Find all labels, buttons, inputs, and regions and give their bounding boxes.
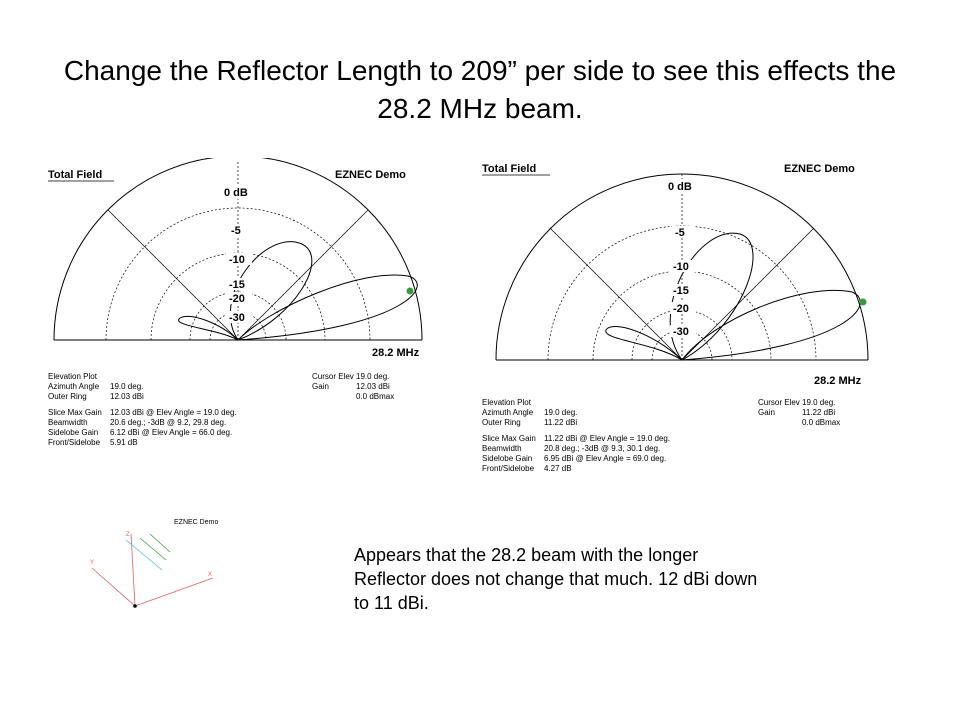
- info-row: Front/Sidelobe 4.27 dB: [482, 464, 572, 473]
- info-row: Cursor Elev 19.0 deg.: [312, 372, 390, 381]
- radiation-pattern: [606, 233, 860, 360]
- info-row: Slice Max Gain 11.22 dBi @ Elev Angle = 19.0 deg.: [482, 434, 671, 443]
- info-row: Elevation Plot: [482, 398, 531, 407]
- info-row: Azimuth Angle 19.0 deg.: [482, 408, 578, 417]
- cursor-marker: [407, 288, 414, 295]
- info-row: Sidelobe Gain 6.12 dBi @ Elev Angle = 66.0 deg.: [48, 428, 233, 437]
- frequency-label: 28.2 MHz: [814, 375, 862, 387]
- cursor-table-right: [758, 398, 840, 428]
- antenna-element: [126, 540, 162, 570]
- ring-label: 0 dB: [224, 187, 248, 199]
- info-row: Outer Ring 11.22 dBi: [482, 418, 578, 427]
- antenna-element: [140, 538, 166, 560]
- antenna-view-title: EZNEC Demo: [174, 519, 219, 526]
- polar-plot-svg-left: [40, 158, 450, 358]
- info-row: Front/Sidelobe 5.91 dB: [48, 438, 138, 447]
- axis-label-x: X: [208, 572, 213, 578]
- ring-label: -15: [229, 279, 245, 291]
- info-row: Beamwidth 20.8 deg.; -3dB @ 9.3, 30.1 deg.: [482, 444, 661, 453]
- origin-dot: [133, 604, 137, 608]
- ring-label: -10: [673, 261, 689, 273]
- info-row: Azimuth Angle 19.0 deg.: [48, 382, 144, 391]
- ring-labels: [222, 185, 256, 324]
- axis-y: [92, 568, 135, 606]
- plot-header-left: Total Field: [48, 169, 103, 181]
- polar-plot-svg-right: [472, 152, 890, 392]
- info-row: Beamwidth 20.6 deg.; -3dB @ 9.2, 29.8 deg.: [48, 418, 227, 427]
- info-row: Slice Max Gain 12.03 dBi @ Elev Angle = 19.0 deg.: [48, 408, 237, 417]
- axis-label-y: Y: [90, 560, 95, 566]
- info-row: Cursor Elev 19.0 deg.: [758, 398, 836, 407]
- plot-header-left: Total Field: [482, 163, 537, 175]
- cursor-table-left: [312, 372, 394, 402]
- plot-header-right: EZNEC Demo: [784, 163, 855, 175]
- ring-label: -15: [673, 285, 689, 297]
- info-table-right: [482, 398, 670, 474]
- plot-header-right: EZNEC Demo: [335, 169, 406, 181]
- axis-x: [135, 578, 213, 606]
- ring-label: -20: [673, 303, 689, 315]
- ring-label: -5: [231, 225, 241, 237]
- conclusion-note: Appears that the 28.2 beam with the longer Reflector does not change that much. 12 dBi down to 11 dBi.: [354, 545, 758, 613]
- info-row: Elevation Plot: [48, 372, 97, 381]
- cursor-marker: [860, 299, 867, 306]
- info-row: Gain 12.03 dBi: [312, 382, 390, 391]
- antenna-view-svg: [88, 512, 228, 612]
- info-table-left: [48, 372, 237, 448]
- info-row: Sidelobe Gain 6.95 dBi @ Elev Angle = 69.0 deg.: [482, 454, 667, 463]
- ring-label: -10: [229, 254, 245, 266]
- info-row: Outer Ring 12.03 dBi: [48, 392, 144, 401]
- ring-label: -30: [673, 326, 689, 338]
- ring-label: -30: [229, 312, 245, 324]
- ring-label: -20: [229, 293, 245, 305]
- info-row: Gain 11.22 dBi: [758, 408, 836, 417]
- ring-labels: [666, 179, 700, 338]
- elevation-plot-right: [472, 152, 890, 392]
- elevation-plot-left: [40, 158, 450, 358]
- slide-title: Change the Reflector Length to 209” per side to see this effects the 28.2 MHz beam.: [63, 55, 897, 124]
- frequency-label: 28.2 MHz: [372, 347, 420, 358]
- ring-label: 0 dB: [668, 181, 692, 193]
- ring-label: -5: [675, 227, 685, 239]
- antenna-view: [88, 512, 228, 617]
- axis-label-z: Z: [126, 532, 130, 538]
- info-row: 0.0 dBmax: [356, 392, 395, 401]
- info-row: 0.0 dBmax: [802, 418, 841, 427]
